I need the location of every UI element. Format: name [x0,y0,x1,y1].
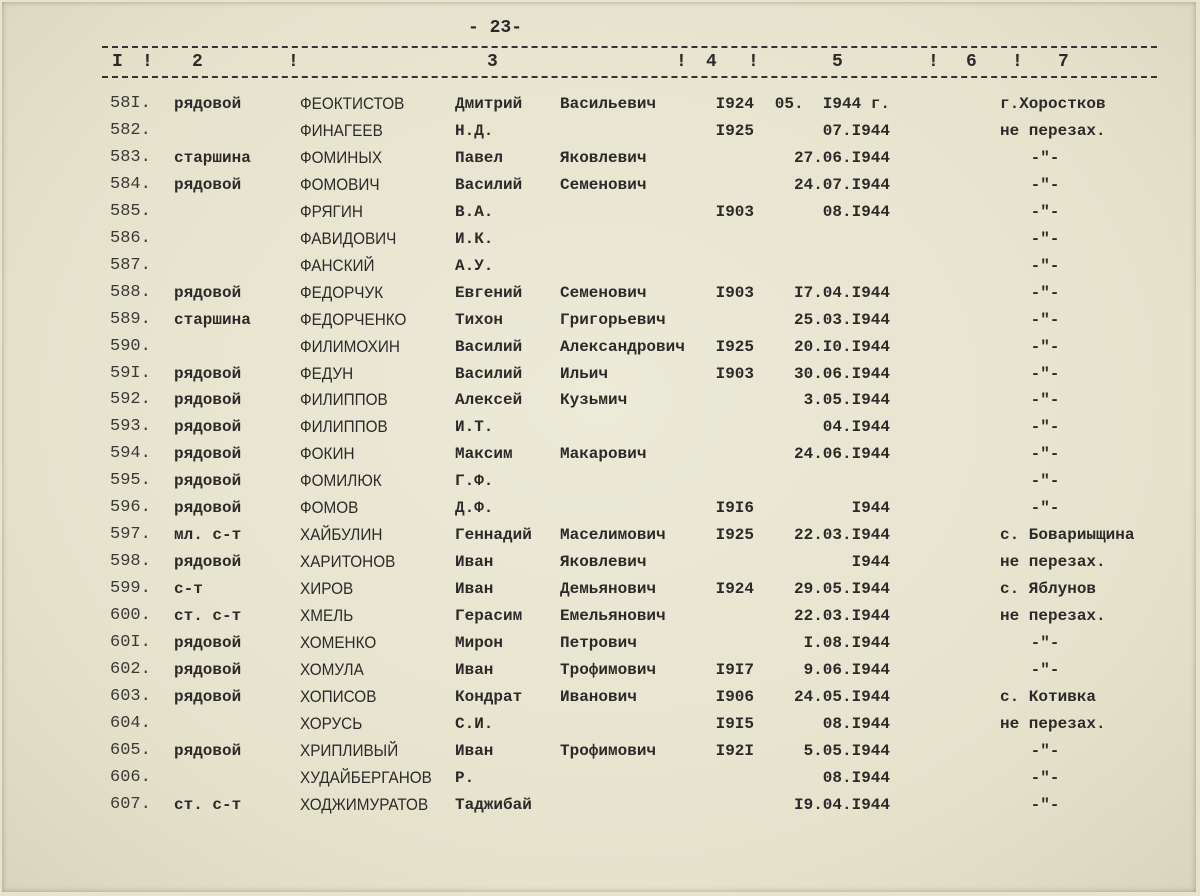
row-number: 605. [110,740,151,760]
burial-place-cell: не перезах. [1000,553,1106,572]
burial-place-cell: г.Хоростков [1000,95,1106,113]
birth-year-cell: I925 [715,526,754,545]
rank-cell: рядовой [174,687,242,706]
birth-year-cell: I906 [715,687,754,706]
burial-place-cell: -"- [1030,499,1060,518]
burial-place-cell: с. Бовариыщина [1000,526,1135,545]
rank-cell: рядовой [174,418,242,437]
page-number: - 23- [468,18,523,38]
first-name-cell: Н.Д. [455,121,494,140]
burial-place-cell: -"- [1030,202,1060,221]
row-number: 603. [110,686,151,706]
surname-cell: ХМЕЛЬ [300,606,354,626]
date-of-death-cell: I9.04.I944 [793,795,890,814]
surname-cell: ФИНАГЕЕВ [300,120,383,140]
birth-year-cell: I924 [715,580,754,599]
rank-cell: ст. с-т [174,795,242,814]
header-rule-top [102,46,1157,48]
row-number: 585. [110,201,151,221]
row-number: 604. [110,713,151,733]
burial-place-cell: -"- [1030,445,1060,464]
date-of-death-cell: I944 [851,499,890,518]
surname-cell: ФОКИН [300,444,355,464]
rank-cell: рядовой [174,660,242,679]
first-name-cell: С.И. [455,714,494,733]
first-name-cell: Максим [455,445,513,464]
burial-place-cell: -"- [1030,418,1060,437]
header-rule-bottom [102,76,1157,78]
date-of-death-cell: I7.04.I944 [793,283,890,302]
burial-place-cell: -"- [1030,229,1060,248]
first-name-cell: Иван [455,660,494,679]
surname-cell: ФЕДОРЧУК [300,282,384,302]
column-header: 3 [487,52,498,72]
burial-place-cell: -"- [1030,768,1060,787]
date-of-death-cell: 24.07.I944 [793,175,890,194]
rank-cell: рядовой [174,445,242,464]
patronymic-cell: Маселимович [560,526,666,545]
date-of-death-cell: 3.05.I944 [803,391,890,410]
surname-cell: ХАЙБУЛИН [300,525,383,545]
burial-place-cell: -"- [1030,634,1060,652]
surname-cell: ФИЛИМОХИН [300,336,400,356]
first-name-cell: Павел [455,148,504,167]
burial-place-cell: не перезах. [1000,121,1106,140]
burial-place-cell: с. Котивка [1000,687,1097,706]
surname-cell: ХРИПЛИВЫЙ [300,740,399,760]
surname-cell: ФОМИНЫХ [300,147,383,167]
patronymic-cell: Ильич [560,364,609,383]
surname-cell: ХОДЖИМУРАТОВ [300,794,429,814]
column-separator: ! [748,52,759,72]
rank-cell: рядовой [174,175,242,194]
first-name-cell: Иван [455,553,494,572]
surname-cell: ФИЛИППОВ [300,390,388,410]
rank-cell: старшина [174,148,251,167]
first-name-cell: Василий [455,364,523,383]
rank-cell: мл. с-т [174,526,242,545]
patronymic-cell: Демьянович [560,580,657,599]
column-header: 4 [706,52,717,72]
column-header: 5 [832,52,843,72]
row-number: 600. [110,606,151,626]
rank-cell: рядовой [174,499,242,518]
surname-cell: ХУДАЙБЕРГАНОВ [300,767,432,787]
burial-place-cell: -"- [1030,337,1060,356]
date-of-death-cell: 22.03.I944 [793,607,890,626]
surname-cell: ФРЯГИН [300,201,363,221]
row-number: 60I. [110,633,151,652]
surname-cell: ХОРУСЬ [300,713,363,733]
burial-place-cell: с. Яблунов [1000,580,1097,599]
birth-year-cell: I903 [715,364,754,383]
column-header: 6 [966,52,977,72]
date-of-death-cell: 08.I944 [822,768,890,787]
first-name-cell: А.У. [455,256,494,275]
burial-place-cell: -"- [1030,472,1060,491]
row-number: 594. [110,444,151,464]
burial-place-cell: -"- [1030,148,1060,167]
burial-place-cell: -"- [1030,795,1060,814]
birth-year-cell: I903 [715,283,754,302]
surname-cell: ХИРОВ [300,579,354,599]
column-separator: ! [928,52,939,72]
row-number: 596. [110,498,151,518]
rank-cell: рядовой [174,472,242,491]
burial-place-cell: -"- [1030,310,1060,329]
date-of-death-cell: 08.I944 [822,202,890,221]
date-of-death-cell: 5.05.I944 [803,741,890,760]
row-number: 590. [110,336,151,356]
burial-place-cell: -"- [1030,391,1060,410]
rank-cell: рядовой [174,741,242,760]
patronymic-cell: Петрович [560,634,637,652]
date-of-death-cell: 24.06.I944 [793,445,890,464]
burial-place-cell: -"- [1030,283,1060,302]
date-of-death-cell: 08.I944 [822,714,890,733]
first-name-cell: Мирон [455,634,504,652]
column-separator: ! [676,52,687,72]
date-of-death-cell: 24.05.I944 [793,687,890,706]
birth-year-cell: I925 [715,337,754,356]
row-number: 583. [110,147,151,167]
date-of-death-cell: 07.I944 [822,121,890,140]
rank-cell: рядовой [174,553,242,572]
row-number: 589. [110,309,151,329]
row-number: 606. [110,767,151,787]
row-number: 588. [110,282,151,302]
first-name-cell: Таджибай [455,795,532,814]
row-number: 607. [110,794,151,814]
rank-cell: рядовой [174,391,242,410]
first-name-cell: Василий [455,175,523,194]
row-number: 586. [110,228,151,248]
row-number: 598. [110,552,151,572]
burial-place-cell: -"- [1030,175,1060,194]
date-of-death-cell: I.08.I944 [803,634,890,652]
surname-cell: ФАВИДОВИЧ [300,228,397,248]
first-name-cell: Д.Ф. [455,499,494,518]
first-name-cell: Тихон [455,310,504,329]
first-name-cell: Василий [455,337,523,356]
surname-cell: ФЕДОРЧЕНКО [300,309,407,329]
rank-cell: старшина [174,310,251,329]
date-of-death-cell: 04.I944 [822,418,890,437]
date-of-death-cell: 22.03.I944 [793,526,890,545]
patronymic-cell: Семенович [560,175,647,194]
surname-cell: ФИЛИППОВ [300,417,388,437]
surname-cell: ХОМЕНКО [300,633,377,652]
row-number: 58I. [110,94,151,113]
birth-year-cell: I925 [715,121,754,140]
row-number: 599. [110,579,151,599]
burial-place-cell: -"- [1030,741,1060,760]
date-of-death-cell: I944 [851,553,890,572]
patronymic-cell: Васильевич [560,95,657,113]
birth-year-cell: I903 [715,202,754,221]
surname-cell: ФОМОВ [300,498,359,518]
first-name-cell: Алексей [455,391,523,410]
birth-year-cell: I92I [715,741,754,760]
surname-cell: ФЕДУН [300,363,354,383]
patronymic-cell: Трофимович [560,741,657,760]
burial-place-cell: -"- [1030,364,1060,383]
column-separator: ! [142,52,153,72]
patronymic-cell: Яковлевич [560,553,647,572]
first-name-cell: Геннадий [455,526,532,545]
birth-year-cell: I924 [715,95,754,113]
rank-cell: ст. с-т [174,607,242,626]
patronymic-cell: Александрович [560,337,685,356]
first-name-cell: Иван [455,741,494,760]
date-of-death-cell: 27.06.I944 [793,148,890,167]
row-number: 582. [110,120,151,140]
rank-cell: с-т [174,580,203,599]
burial-place-cell: -"- [1030,256,1060,275]
surname-cell: ФЕОКТИСТОВ [300,94,405,113]
burial-place-cell: -"- [1030,660,1060,679]
surname-cell: ФОМИЛЮК [300,471,382,491]
first-name-cell: Дмитрий [455,95,523,113]
date-of-death-cell: 29.05.I944 [793,580,890,599]
document-page [2,2,1196,892]
patronymic-cell: Макарович [560,445,647,464]
row-number: 602. [110,659,151,679]
patronymic-cell: Семенович [560,283,647,302]
row-number: 597. [110,525,151,545]
rank-cell: рядовой [174,283,242,302]
date-of-death-cell: 25.03.I944 [793,310,890,329]
surname-cell: ФОМОВИЧ [300,174,380,194]
row-number: 587. [110,255,151,275]
date-of-death-cell: 30.06.I944 [793,364,890,383]
column-header: 7 [1058,52,1069,72]
birth-year-cell: I9I6 [715,499,754,518]
date-of-death-cell: 9.06.I944 [803,660,890,679]
patronymic-cell: Яковлевич [560,148,647,167]
first-name-cell: Евгений [455,283,523,302]
patronymic-cell: Кузьмич [560,391,628,410]
rank-cell: рядовой [174,95,242,113]
burial-place-cell: не перезах. [1000,714,1106,733]
patronymic-cell: Трофимович [560,660,657,679]
surname-cell: ХОПИСОВ [300,686,377,706]
first-name-cell: И.Т. [455,418,494,437]
row-number: 59I. [110,363,151,383]
patronymic-cell: Иванович [560,687,637,706]
patronymic-cell: Емельянович [560,607,666,626]
rank-cell: рядовой [174,634,242,652]
first-name-cell: Г.Ф. [455,472,494,491]
column-header: 2 [192,52,203,72]
first-name-cell: Кондрат [455,687,523,706]
row-number: 593. [110,417,151,437]
first-name-cell: В.А. [455,202,494,221]
column-header: I [112,52,123,72]
surname-cell: ФАНСКИЙ [300,255,375,275]
row-number: 592. [110,390,151,410]
first-name-cell: Иван [455,580,494,599]
first-name-cell: Р. [455,768,475,787]
date-of-death-cell: 05. I944 г. [774,95,890,113]
first-name-cell: И.К. [455,229,494,248]
column-separator: ! [1012,52,1023,72]
birth-year-cell: I9I5 [715,714,754,733]
surname-cell: ХАРИТОНОВ [300,552,396,572]
surname-cell: ХОМУЛА [300,659,364,679]
row-number: 595. [110,471,151,491]
burial-place-cell: не перезах. [1000,607,1106,626]
patronymic-cell: Григорьевич [560,310,666,329]
date-of-death-cell: 20.I0.I944 [793,337,890,356]
row-number: 584. [110,174,151,194]
first-name-cell: Герасим [455,607,523,626]
birth-year-cell: I9I7 [715,660,754,679]
column-separator: ! [288,52,299,72]
rank-cell: рядовой [174,364,242,383]
